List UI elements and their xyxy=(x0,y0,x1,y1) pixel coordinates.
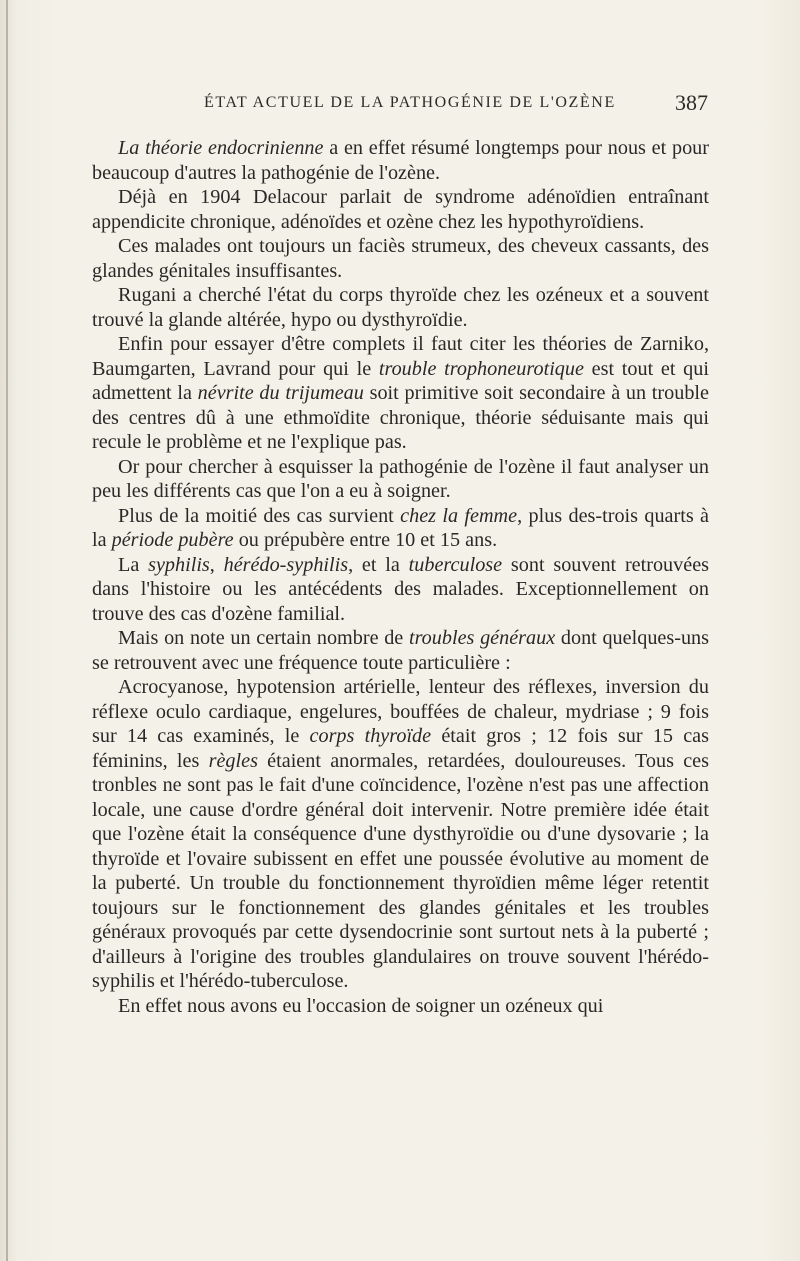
text-segment: En effet nous avons eu l'occasion de soigner un ozéneux qui xyxy=(118,994,604,1017)
italic-text: corps thyroïde xyxy=(309,725,432,747)
paragraph xyxy=(92,234,709,283)
paragraph xyxy=(92,553,709,627)
italic-text: syphilis xyxy=(148,553,210,576)
text-segment: a en effet résumé longtemps pour nous et pour beaucoup d'autres la pathogénie de l'ozène. xyxy=(92,137,709,184)
text-segment: sont souvent retrouvées dans l'histoire ou les antécédents des malades. Exceptionnellement on trouve des cas d'ozène familial. xyxy=(92,553,710,625)
paragraph xyxy=(92,332,709,455)
paragraph xyxy=(92,283,709,332)
text-segment: Rugani a cherché l'état du corps thyroïde chez les ozéneux et a souvent trouvé la glande altérée, hypo ou dysthyroïdie. xyxy=(92,284,709,331)
text-segment: ou prépubère entre 10 et 15 ans. xyxy=(233,529,498,551)
text-segment: soit primitive soit secondaire à un trouble des centres dû à une ethmoïdite chronique, théorie séduisante mais qui recule le problème et ne l'explique pas. xyxy=(92,382,709,453)
binding-gutter xyxy=(6,0,8,1261)
italic-text: névrite du trijumeau xyxy=(197,382,364,404)
text-segment: Mais on note un certain nombre de xyxy=(118,627,409,649)
italic-text: règles xyxy=(208,749,258,772)
body-text xyxy=(92,136,709,1018)
page-header xyxy=(92,90,708,120)
text-segment: dont quelques-uns se retrouvent avec une fréquence toute particulière : xyxy=(92,627,709,674)
paragraph xyxy=(92,136,709,185)
running-head: ÉTAT ACTUEL DE LA PATHOGÉNIE DE L'OZÈNE xyxy=(204,94,616,111)
paragraph xyxy=(92,626,709,675)
text-segment: Plus de la moitié des cas survient xyxy=(118,504,401,527)
italic-text: trouble trophoneurotique xyxy=(378,357,584,380)
page-number: 387 xyxy=(675,90,708,115)
italic-text: période pubère xyxy=(111,529,234,551)
text-segment: , plus des-trois quarts à la xyxy=(92,504,709,551)
italic-text: hérédo-syphilis xyxy=(223,553,349,576)
paragraph xyxy=(92,504,709,553)
paragraph xyxy=(92,994,709,1019)
text-segment: Enfin pour essayer d'être complets il faut citer les théories de Zarniko, Baumgarten, Lavrand pour qui le xyxy=(92,333,709,380)
text-segment: est tout et qui admettent la xyxy=(92,357,709,404)
text-segment: étaient anormales, retardées, douloureuses. Tous ces tronbles ne sont pas le fait d'une coïncidence, l'ozène n'est pas une affection locale, une cause d'ordre général doit intervenir. Notre première idée était que l'ozène était la conséquence d'une dysthyroïdie ou d'une dysovarie ; la thyroïde et l'ovaire subissent en effet une poussée évolutive au moment de la puberté. Un trouble du fonctionnement thyroïdien même léger retentit toujours sur le fonctionnement des glandes génitales et les troubles généraux provoqués par cette dysendocrinie sont surtout nets à la puberté ; d'ailleurs à l'origine des troubles glandulaires on trouve souvent l'hérédo-syphilis et l'hérédo-tuberculose. xyxy=(92,749,709,992)
paragraph xyxy=(92,185,709,234)
text-segment: Déjà en 1904 Delacour parlait de syndrome adénoïdien entraînant appendicite chronique, adénoïdes et ozène chez les hypothyroïdiens. xyxy=(92,186,709,233)
paragraph xyxy=(92,455,709,504)
text-segment: Ces malades ont toujours un faciès strumeux, des cheveux cassants, des glandes génitales insuffisantes. xyxy=(92,235,709,282)
text-segment: La xyxy=(118,553,149,576)
text-segment: était gros ; 12 fois sur 15 cas féminins, les xyxy=(92,725,709,772)
paragraph xyxy=(92,675,709,994)
italic-text: tuberculose xyxy=(408,553,503,576)
text-segment: , xyxy=(209,553,224,576)
text-segment: , et la xyxy=(348,553,409,576)
text-segment: Or pour chercher à esquisser la pathogénie de l'ozène il faut analyser un peu les différents cas que l'on a eu à soigner. xyxy=(92,455,709,502)
text-segment: Acrocyanose, hypotension artérielle, lenteur des réflexes, inversion du réflexe oculo cardiaque, engelures, bouffées de chaleur, mydriase ; 9 fois sur 14 cas examinés, le xyxy=(92,676,709,747)
italic-text: troubles généraux xyxy=(408,627,556,649)
italic-text: chez la femme xyxy=(400,504,518,527)
italic-text: La théorie endocrinienne xyxy=(118,137,324,159)
